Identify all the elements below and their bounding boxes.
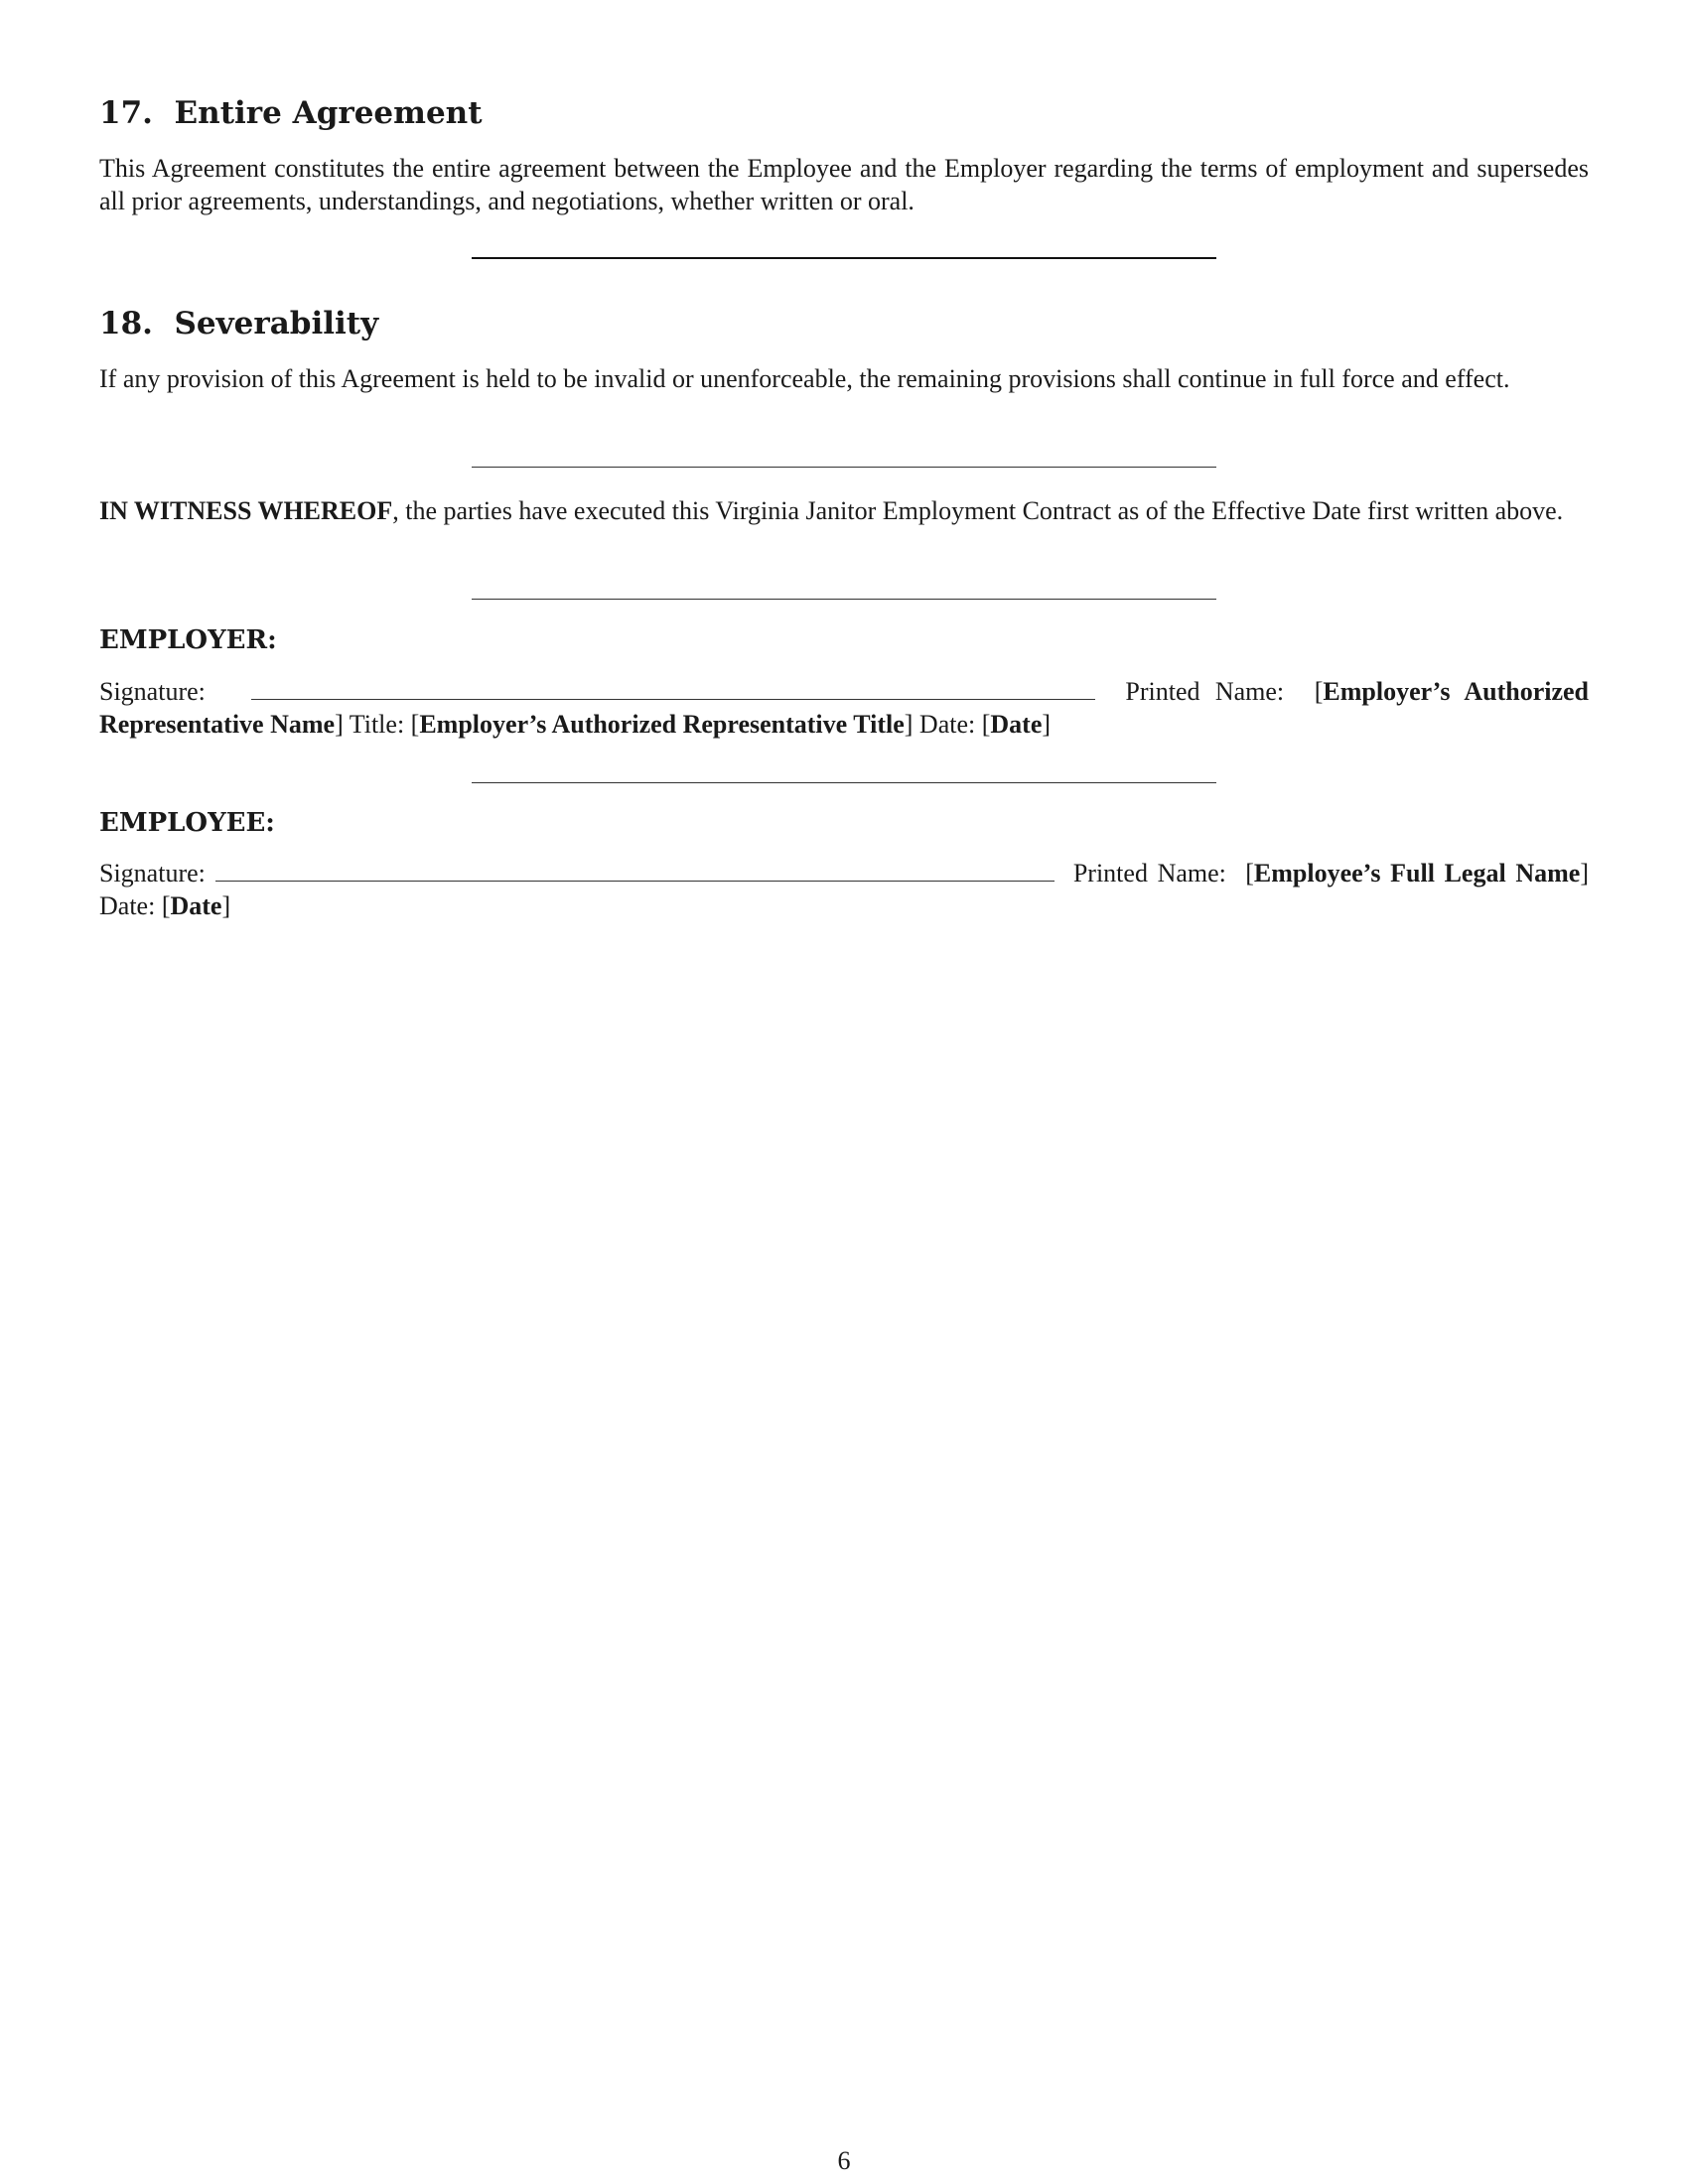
section-divider [472,782,1216,783]
employer-title-label: Title: [349,710,405,739]
witness-lead: IN WITNESS WHEREOF [99,496,393,525]
section-18-body: If any provision of this Agreement is held to be invalid or unenforceable, the remaining provisions shall continue in full force and effect. [99,364,1510,393]
witness-text: , the parties have executed this Virginia Janitor Employment Contract as of the Effective Date first written above. [392,496,1564,525]
employer-date-label: Date: [918,710,976,739]
section-17-body: This Agreement constitutes the entire agreement between the Employee and the Employer regarding the terms of employment and supersedes all prior agreements, understandings, and negotiations, whether written or oral. [99,154,1589,215]
employer-signature-line[interactable] [251,677,1095,700]
employee-signature-block: Signature: Printed Name: [Employee’s Full Legal Name] Date: [Date] [99,859,1589,920]
employee-printed-name-label: Printed Name: [1072,859,1226,887]
employer-printed-name-value: Employer’s Authorized Representative Name [99,677,1589,739]
employee-date-label: Date: [99,891,156,920]
employee-date-value: Date [170,891,222,920]
page-number: 6 [837,2146,851,2175]
section-18-heading [99,306,378,341]
employer-title-value: Employer’s Authorized Representative Title [419,710,905,739]
employer-label: EMPLOYER: [99,625,277,655]
employer-date-value: Date [990,710,1043,739]
section-18-title: Severability [174,306,379,341]
employee-signature-label: Signature: [99,859,206,887]
section-17-heading [99,95,483,131]
employee-label: EMPLOYEE: [99,808,275,838]
employer-signature-label: Signature: [99,677,206,706]
employee-signature-line[interactable] [215,859,1055,882]
section-17-title: Entire Agreement [174,95,483,131]
employee-printed-name-value: Employee’s Full Legal Name [1253,859,1581,887]
section-divider [472,467,1216,468]
employer-printed-name-label: Printed Name: [1125,677,1285,706]
section-18-number: 18. [99,306,153,341]
section-divider [472,257,1216,259]
witness-statement [99,494,1589,527]
employer-signature-block: Signature: Printed Name: [Employer’s Authorized Representative Name] Title: [Employer’s Authorized Representative Title] Date: [Date] [99,677,1589,739]
section-divider [472,599,1216,600]
section-17-number: 17. [99,95,153,131]
